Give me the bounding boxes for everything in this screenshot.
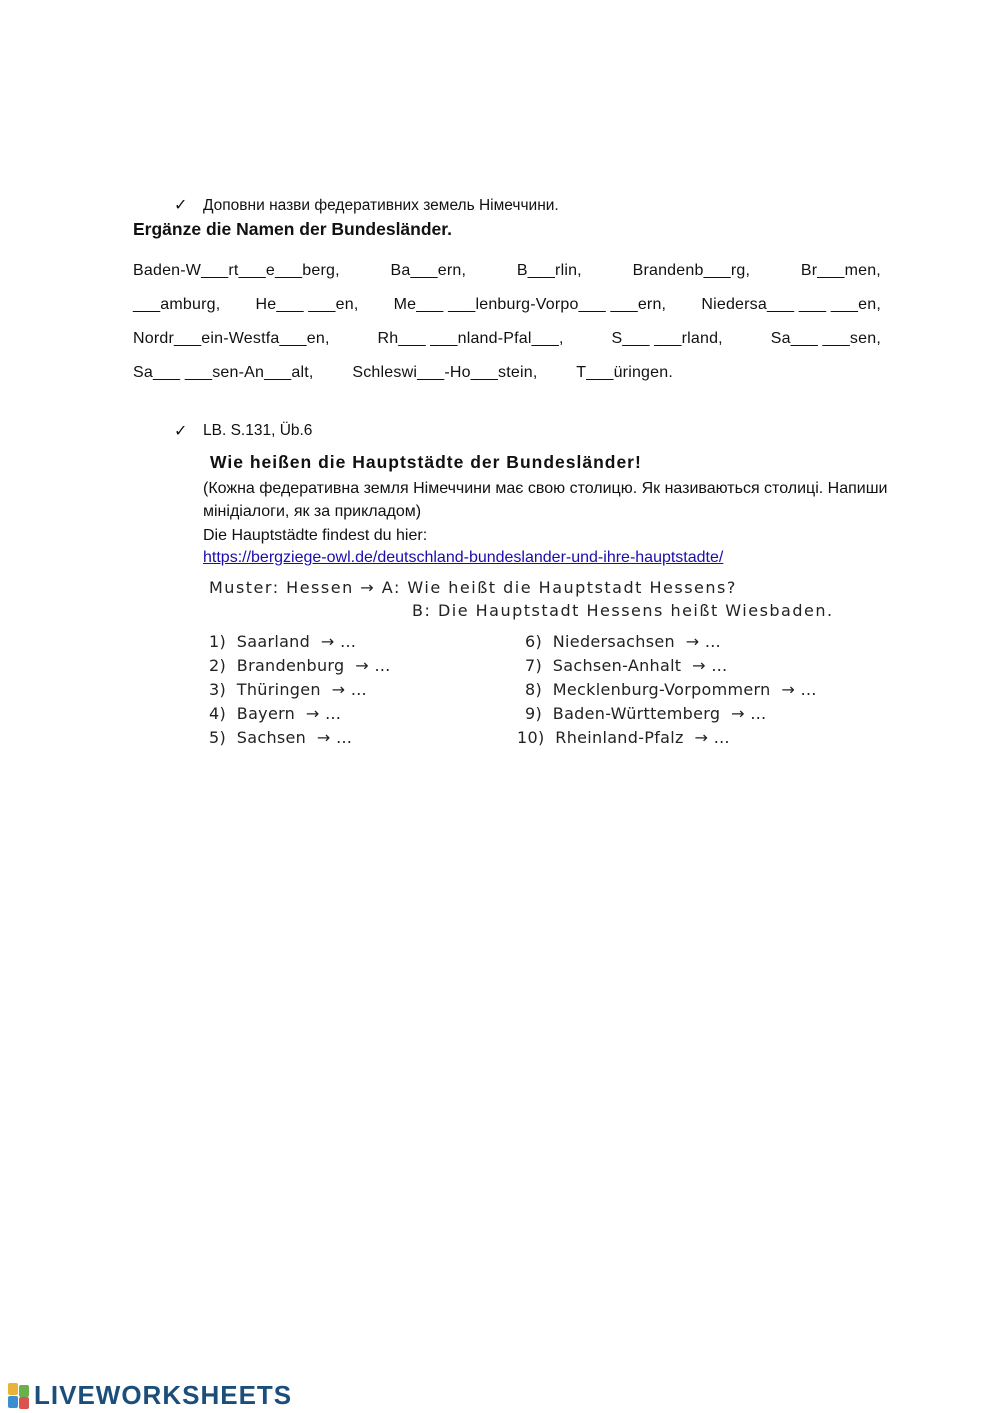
list-item: 2) Brandenburg → … [209, 656, 391, 675]
task2-paragraph-line1: (Кожна федеративна земля Німеччини має свою столицю. Як називаються столиці. Напиши [203, 480, 888, 497]
liveworksheets-logo [8, 1380, 292, 1411]
task2-find-here: Die Hauptstädte findest du hier: [203, 527, 428, 544]
task1-heading: Ergänze die Namen der Bundesländer. [133, 219, 452, 239]
list-item: 1) Saarland → … [209, 632, 357, 651]
state-gap-text: Baden-W___rt___e___berg, [133, 262, 340, 279]
state-gap-text: B___rlin, [516, 262, 582, 279]
states-row-4 [133, 364, 673, 382]
list-item: 6) Niedersachsen → … [525, 632, 722, 651]
logo-text: LIVEWORKSHEETS [34, 1380, 293, 1410]
checkmark-icon: ✓ [174, 195, 188, 214]
muster-line-a: Muster: Hessen → A: Wie heißt die Hauptstadt Hessens? [209, 578, 737, 597]
logo-blocks-icon [8, 1383, 30, 1409]
states-row-2 [133, 296, 881, 314]
list-item: 9) Baden-Württemberg → … [525, 704, 767, 723]
task2-heading: Wie heißen die Hauptstädte der Bundesländer! [210, 452, 642, 472]
list-item: 7) Sachsen-Anhalt → … [525, 656, 728, 675]
list-item: 3) Thüringen → … [209, 680, 368, 699]
state-gap-text: Nordr___ein-Westfa___en, [133, 330, 330, 347]
state-gap-text: Sa___ ___sen, [770, 330, 881, 347]
capitals-link[interactable]: https://bergziege-owl.de/deutschland-bundeslander-und-ihre-hauptstadte/ [203, 549, 724, 566]
state-gap-text: Niedersa___ ___ ___en, [701, 296, 881, 313]
checkmark-icon: ✓ [174, 421, 188, 440]
state-gap-text: He___ ___en, [255, 296, 359, 313]
state-gap-text: T___üringen. [576, 364, 673, 381]
state-gap-text: Br___men, [800, 262, 881, 279]
state-gap-text: Rh___ ___nland-Pfal___, [377, 330, 564, 347]
state-gap-text: Sa___ ___sen-An___alt, [133, 364, 314, 381]
list-item: 5) Sachsen → … [209, 728, 353, 747]
muster-line-b: B: Die Hauptstadt Hessens heißt Wiesbaden. [412, 601, 834, 620]
task2-reference: LB. S.131, Üb.6 [203, 422, 313, 439]
state-gap-text: S___ ___rland, [611, 330, 723, 347]
states-row-1 [133, 262, 881, 280]
state-gap-text: Schleswi___-Ho___stein, [352, 364, 538, 381]
state-gap-text: Brandenb___rg, [632, 262, 751, 279]
state-gap-text: Me___ ___lenburg-Vorpo___ ___ern, [393, 296, 667, 313]
task2-paragraph-line2: мінідіалоги, як за прикладом) [203, 503, 422, 520]
states-row-3 [133, 330, 881, 348]
list-item: 4) Bayern → … [209, 704, 342, 723]
task1-instruction: Доповни назви федеративних земель Німеччини. [203, 197, 559, 214]
list-item: 8) Mecklenburg-Vorpommern → … [525, 680, 817, 699]
state-gap-text: ___amburg, [133, 296, 221, 313]
state-gap-text: Ba___ern, [390, 262, 467, 279]
list-item: 10) Rheinland-Pfalz → … [517, 728, 730, 747]
